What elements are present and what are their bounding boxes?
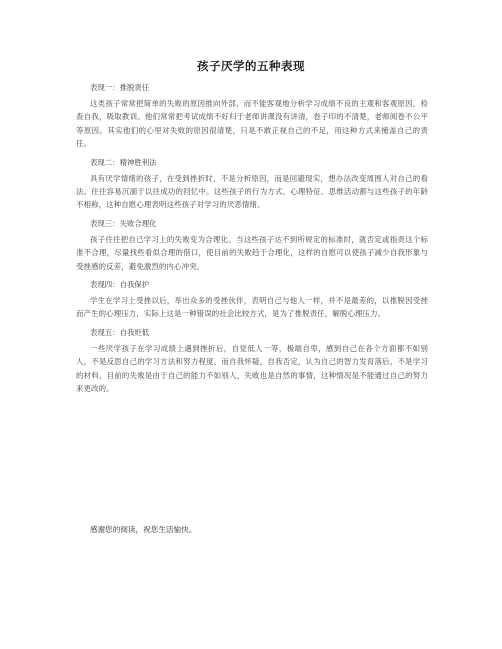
section-heading: 表现三：失败合理化 (90, 218, 157, 228)
section-2 (76, 157, 428, 212)
section-paragraph: 这类孩子常常把简单的失败的原因推向外部，而不能客观地分析学习成绩不良的主观和客观原因，检查自我，吸取教训。他们常常把考试成绩不好归于老师讲课没有讲清，卷子印的不清楚，老师阅卷不公平等原因。其实他们的心里对失败的原因很清楚，只是不敢正视自己的不足，用这种方式来掩盖自己的责任。 (76, 99, 428, 149)
section-5 (76, 327, 428, 396)
section-paragraph: 学生在学习上受挫以后，举出众多的受挫伙伴，表明自己与他人一样，并不是最差的，以推脱因受挫而产生的心理压力，实际上这是一种错误的社会比较方式，是为了推脱责任，解脱心理压力。 (76, 296, 428, 319)
section-paragraph: 一些厌学孩子在学习成绩上遇到挫折后，自觉低人一等，极端自卑，感到自己在各个方面都不如别人，不是反思自己的学习方法和努力程度，而自我怀疑，自我否定，认为自己的智力发育落后，不是学习的材料。目前的失败是由于自己的能力不如别人，失败也是自然的事情，这种情况是不能通过自己的努力来更改的。 (76, 343, 428, 394)
section-paragraph: 孩子往往把自己学习上的失败变为合理化。当这些孩子达不到所规定的标准时，就否定或指责这个标准不合理，尽量找些看似合理的借口，使目前的失败趋于合理化，这样的自慰可以使孩子减少自我形象与受挫感的反差，避免激烈的内心冲突。 (76, 234, 428, 271)
section-3 (76, 218, 428, 273)
section-1 (76, 82, 428, 151)
section-heading: 表现二：精神胜利法 (90, 157, 157, 167)
document-body (76, 82, 428, 402)
section-heading: 表现一：推脱责任 (90, 83, 150, 92)
section-4 (76, 279, 428, 321)
document-title: 孩子厌学的五种表现 (197, 59, 305, 73)
section-paragraph: 具有厌学情绪的孩子，在受到挫折时，不是分析原因，而是回避现实，想办法改变周围人对自己的看法。往往容易沉湎于以往成功的回忆中。这些孩子的行为方式、心理特征、思维活动都与这些孩子的年龄不相称，这种自慰心理表明这些孩子对学习的厌恶情绪。 (76, 173, 428, 210)
footer-note: 感谢您的阅读，祝您生活愉快。 (90, 525, 197, 534)
section-heading: 表现四：自我保护 (90, 280, 150, 290)
section-heading: 表现五：自我贬低 (90, 327, 150, 337)
